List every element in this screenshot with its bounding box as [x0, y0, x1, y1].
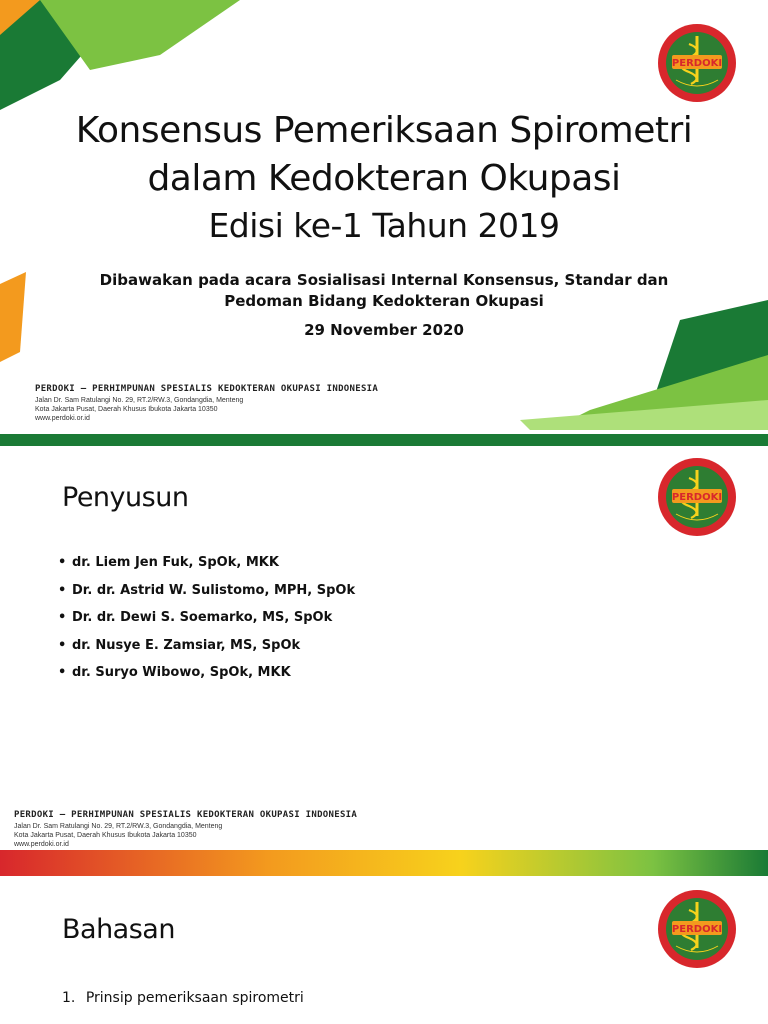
subtitle-line-2: Pedoman Bidang Kedokteran Okupasi: [224, 292, 544, 310]
svg-text:PERDOKI: PERDOKI: [671, 58, 723, 69]
author-list: [58, 554, 355, 692]
authors-slide: [0, 446, 768, 876]
footer-address-2: Kota Jakarta Pusat, Daerah Khusus Ibukota Jakarta 10350: [14, 832, 197, 839]
footer-website: www.perdoki.or.id: [14, 841, 69, 848]
footer-address-1: Jalan Dr. Sam Ratulangi No. 29, RT.2/RW.3, Gondangdia, Menteng: [35, 397, 244, 404]
edition-label: Edisi ke-1 Tahun 2019: [208, 206, 560, 245]
perdoki-logo: [656, 22, 738, 104]
list-item: • Dr. dr. Dewi S. Soemarko, MS, SpOk: [58, 610, 333, 625]
footer-website: www.perdoki.or.id: [35, 415, 90, 422]
presentation-date: 29 November 2020: [304, 321, 464, 339]
item-number: 1.: [62, 990, 76, 1006]
perdoki-logo: [656, 456, 738, 538]
presentation-title-line-1: Konsensus Pemeriksaan Spirometri: [75, 110, 693, 151]
gradient-footer-bar: [0, 850, 768, 876]
item-text: Prinsip pemeriksaan spirometri: [85, 990, 304, 1006]
topic-list-item: [62, 990, 304, 1006]
subtitle-line-1: Dibawakan pada acara Sosialisasi Internal Konsensus, Standar dan: [99, 271, 669, 289]
list-item: • dr. Nusye E. Zamsiar, MS, SpOk: [58, 637, 301, 653]
svg-text:PERDOKI: PERDOKI: [671, 492, 723, 503]
svg-text:PERDOKI: PERDOKI: [671, 924, 723, 935]
footer-organization: PERDOKI – PERHIMPUNAN SPESIALIS KEDOKTERAN OKUPASI INDONESIA: [35, 384, 379, 394]
list-item: • dr. Liem Jen Fuk, SpOk, MKK: [58, 555, 279, 570]
slide-title: Bahasan: [62, 914, 175, 945]
perdoki-logo: [656, 888, 738, 970]
topics-slide: [0, 876, 768, 1024]
footer-address-1: Jalan Dr. Sam Ratulangi No. 29, RT.2/RW.3, Gondangdia, Menteng: [14, 823, 223, 830]
list-item: • dr. Suryo Wibowo, SpOk, MKK: [58, 665, 291, 680]
top-left-decoration: [0, 0, 240, 110]
title-slide: [0, 0, 768, 446]
footer-address-2: Kota Jakarta Pusat, Daerah Khusus Ibukota Jakarta 10350: [35, 406, 218, 413]
presentation-title-line-2: dalam Kedokteran Okupasi: [147, 158, 621, 199]
footer-organization: PERDOKI – PERHIMPUNAN SPESIALIS KEDOKTERAN OKUPASI INDONESIA: [14, 810, 358, 820]
bottom-green-bar: [0, 434, 768, 446]
slide-title: Penyusun: [62, 482, 189, 513]
list-item: • Dr. dr. Astrid W. Sulistomo, MPH, SpOk: [58, 582, 356, 598]
